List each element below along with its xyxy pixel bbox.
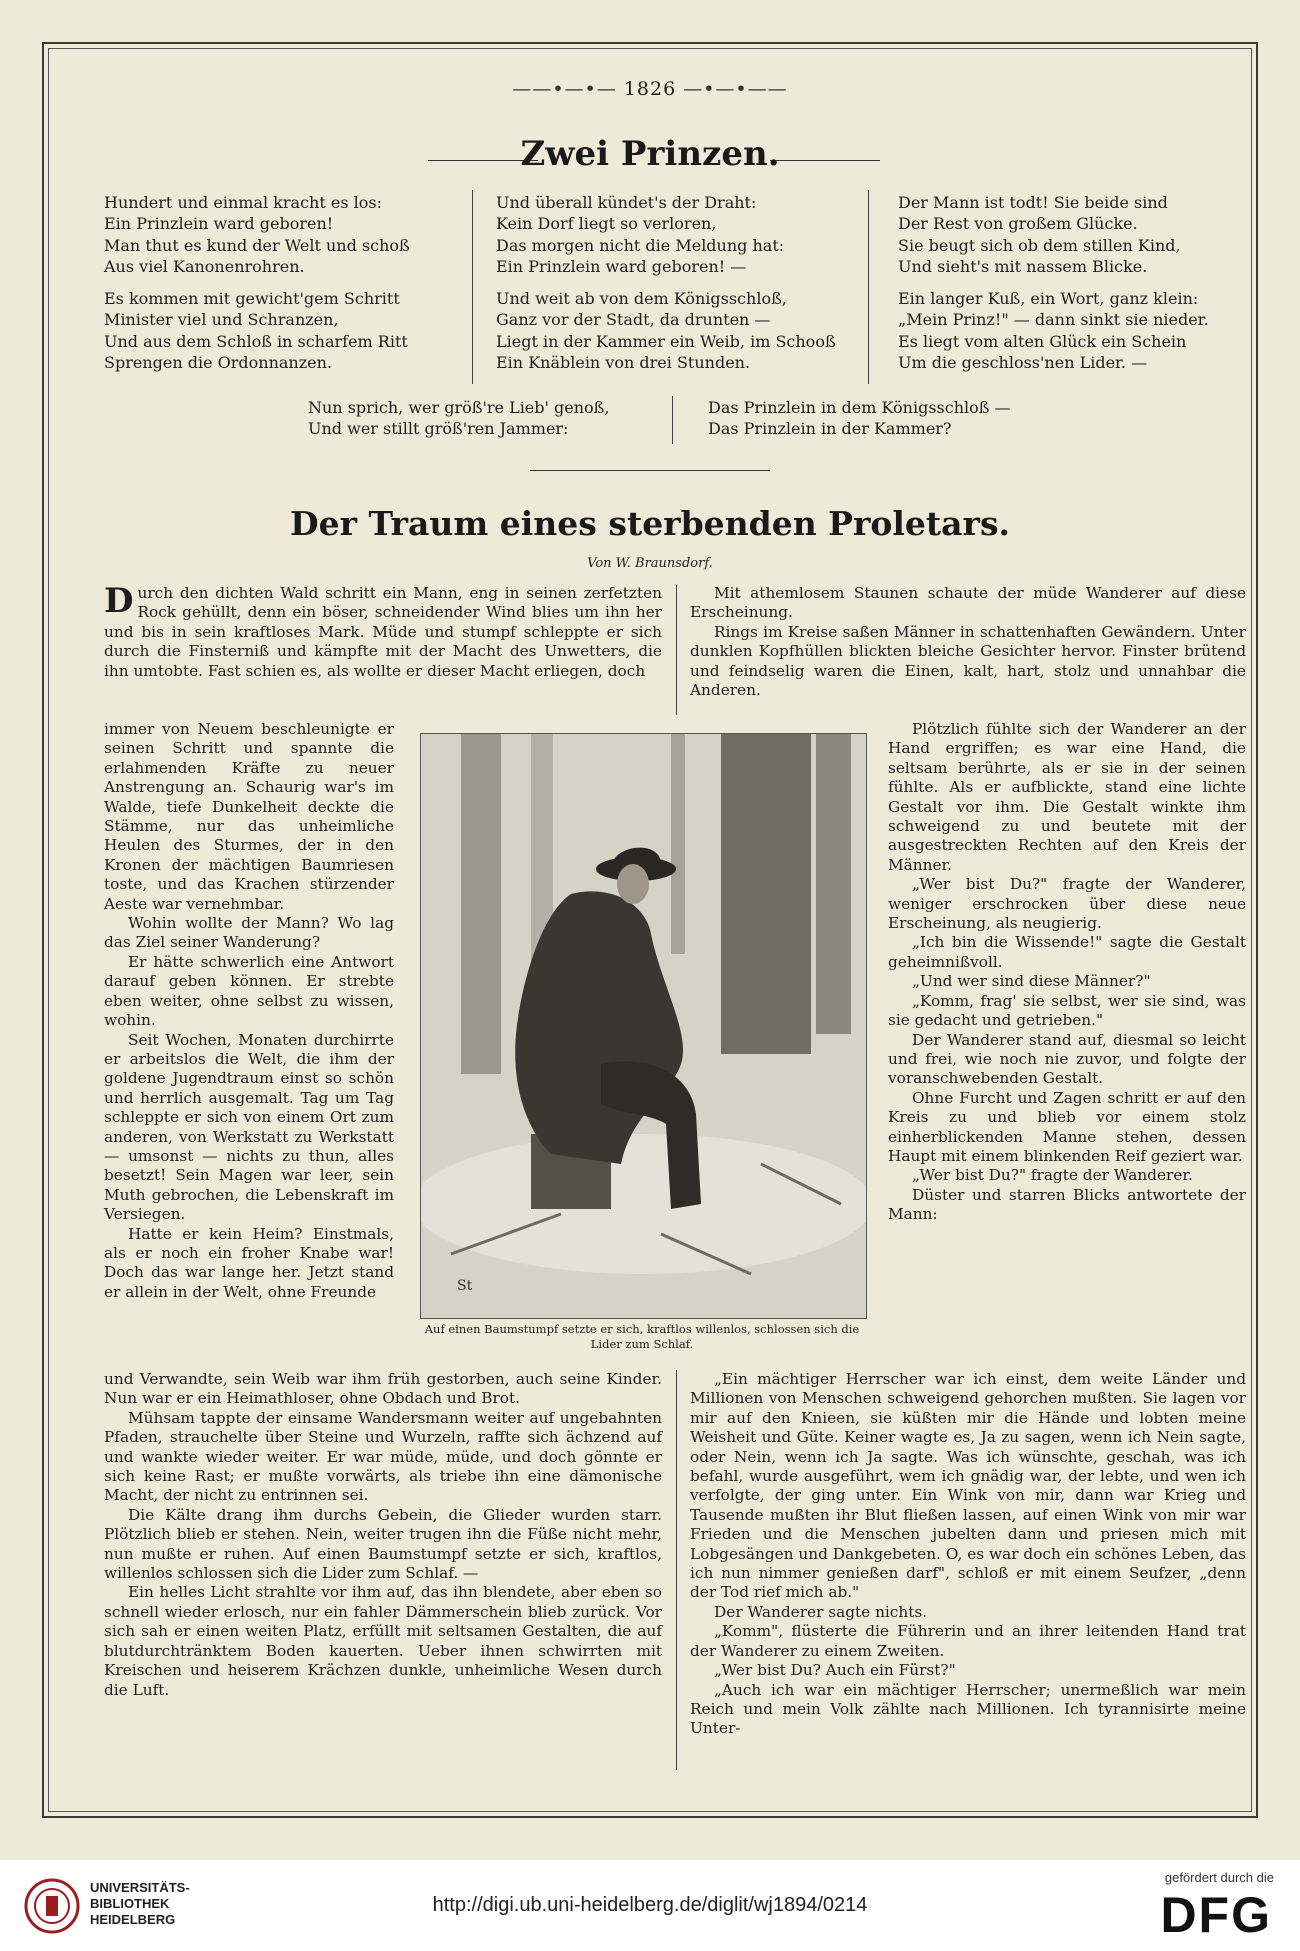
story-paragraph: Hatte er kein Heim? Einstmals, als er noch ein froher Knabe war! Doch das war lange her. Jetzt stand er allein in der Welt, ohne Freunde bbox=[104, 1224, 394, 1301]
story-paragraph: Der Wanderer sagte nichts. bbox=[714, 1602, 928, 1621]
poem-final-left bbox=[308, 397, 648, 451]
story-left-narrow bbox=[104, 720, 394, 1302]
dfg-logo: DFG bbox=[1160, 1887, 1272, 1943]
story-paragraph: Ohne Furcht und Zagen schritt er auf den Kreis zu und blieb vor einem stolz einherblickenden Manne stehen, dessen Haupt mit einem blinkenden Reif geziert war. bbox=[888, 1088, 1246, 1165]
story-paragraph: Er hätte schwerlich eine Antwort darauf geben können. Er strebte eben weiter, ohne selbst zu wissen, wohin. bbox=[104, 952, 394, 1030]
story-title: Der Traum eines sterbenden Proletars. bbox=[289, 504, 1011, 543]
story-right-bottom bbox=[690, 1370, 1246, 1739]
story-paragraph: Die Kälte drang ihm durchs Gebein, die Glieder wurden starr. Plötzlich blieb er stehen. Nein, weiter trugen ihn die Füße nicht mehr, nun mußte er ruhen. Auf einen Baumstumpf setzte er sich, kraftlos, willenlos schlossen sich die Lider zum Schlaf. — bbox=[104, 1505, 662, 1583]
story-paragraph: „Komm, frag' sie selbst, wer sie sind, was sie gedacht und getrieben." bbox=[888, 991, 1246, 1030]
story-paragraph: „Wer bist Du?" fragte der Wanderer. bbox=[912, 1166, 1193, 1185]
poem-stanza: Der Mann ist todt! Sie beide sind Der Rest von großem Glücke. Sie beugt sich ob dem stillen Kind, Und sieht's mit nassem Blicke. bbox=[898, 193, 1181, 276]
story-right-top bbox=[690, 584, 1246, 700]
story-right-narrow bbox=[888, 720, 1246, 1225]
illustration-man-on-stump bbox=[420, 733, 867, 1319]
story-paragraph: „Wer bist Du? Auch ein Fürst?" bbox=[714, 1661, 956, 1680]
story-paragraph: Mit athemlosem Staunen schaute der müde Wanderer auf diese Erscheinung. bbox=[690, 584, 1246, 622]
story-paragraph bbox=[104, 581, 662, 681]
poem-stanza: Hundert und einmal kracht es los: Ein Prinzlein ward geboren! Man thut es kund der Welt und schoß Aus viel Kanonenrohren. bbox=[104, 193, 410, 276]
column-divider bbox=[672, 396, 673, 444]
poem-final-stanza-right: Das Prinzlein in dem Königsschloß — Das Prinzlein in der Kammer? bbox=[708, 398, 1011, 439]
story-paragraph: Der Wanderer stand auf, diesmal so leicht und frei, wie noch nie zuvor, und folgte der voranschwebenden Gestalt. bbox=[888, 1030, 1246, 1088]
poem-column-1 bbox=[104, 192, 456, 384]
poem-final-stanza-left: Nun sprich, wer größ're Lieb' genoß, Und wer stillt größ'ren Jammer: bbox=[308, 398, 610, 439]
svg-text:St: St bbox=[457, 1278, 473, 1294]
story-left-top bbox=[104, 581, 662, 681]
story-paragraph: Rings im Kreise saßen Männer in schattenhaften Gewändern. Unter dunklen Kopfhüllen blickten bleiche Gesichter hervor. Finster brütend und feindselig waren die Einen, kalt, hart, stolz und unnahbar die Anderen. bbox=[690, 622, 1246, 700]
story-paragraph: Düster und starren Blicks antwortete der Mann: bbox=[888, 1185, 1246, 1224]
story-paragraph: „Komm", flüsterte die Führerin und an ihrer leitenden Hand trat der Wanderer zu einem Zweiten. bbox=[690, 1622, 1246, 1660]
poem-title: Zwei Prinzen. bbox=[520, 134, 780, 174]
story-paragraph: Seit Wochen, Monaten durchirrte er arbeitslos die Welt, die ihm der goldene Jugendtraum einst so schön und herrlich ausgemalt. Tag um Tag schleppte er sich von einem Ort zum anderen, von Werkstatt zu Werkstatt — umsonst — nichts zu thun, alles besetzt! Sein Magen war leer, sein Muth gebrochen, die Lebenskraft im Versiegen. bbox=[104, 1030, 394, 1224]
story-paragraph: „Ich bin die Wissende!" sagte die Gestalt geheimnißvoll. bbox=[888, 933, 1246, 971]
drop-cap: D bbox=[104, 581, 134, 621]
story-paragraph: Plötzlich fühlte sich der Wanderer an der Hand ergriffen; es war eine Hand, die seltsam berührte, als er sie in der seinen fühlte. Als er aufblickte, stand eine lichte Gestalt vor ihm. Die Gestalt winkte ihm schweigend zu und beutete mit der ausgestreckten Rechten auf den Kreis der Männer. bbox=[888, 720, 1246, 874]
story-byline: Von W. Braunsdorf. bbox=[587, 556, 713, 571]
story-paragraph: Mühsam tappte der einsame Wandersmann weiter auf ungebahnten Pfaden, strauchelte über Steine und Wurzeln, raffte sich ächzend auf und wankte wieder weiter. Er war müde, müde, und doch gönnte er sich keine Rast; er mußte vorwärts, als triebe ihn eine dämonische Macht, der nicht zu entrinnen sei. bbox=[104, 1408, 662, 1505]
poem-stanza: Es kommen mit gewicht'gem Schritt Minister viel und Schranzen, Und aus dem Schloß in scharfem Ritt Sprengen die Ordonnanzen. bbox=[104, 289, 408, 373]
illustration-caption: Auf einen Baumstumpf setzte er sich, kraftlos willenlos, schlossen sich die Lider zum Schlaf. bbox=[424, 1322, 860, 1351]
story-paragraph: immer von Neuem beschleunigte er seinen Schritt und spannte die erlahmenden Kräfte zu neuer Anstrengung an. Schaurig war's im Walde, tiefe Dunkelheit deckte die Stämme, nur das unheimliche Heulen des Sturmes, der in den Kronen der mächtigen Baumriesen toste, und das Krachen stürzender Aeste war vernehmbar. bbox=[104, 720, 394, 913]
story-paragraph: Wohin wollte der Mann? Wo lag das Ziel seiner Wanderung? bbox=[104, 914, 394, 952]
story-paragraph: „Ein mächtiger Herrscher war ich einst, dem weite Länder und Millionen von Menschen schweigend gehorchen mußten. Sie lagen vor mir auf den Knieen, sie küßten mir die Hände und lobten meine Weisheit und Güte. Keiner wagte es, Ja zu sagen, wenn ich Nein sagte, oder Nein, wenn ich Ja sagte. Was ich wünschte, geschah, was ich befahl, wurde ausgeführt, wem ich gnädig war, der lebte, und wen ich verfolgte, der ging unter. Ein Wink von mir, dann war Krieg und Tausende mußten ihr Blut fließen lassen, auf einen Wink von mir war Frieden und die Menschen jubelten dann und priesen mich mit Lobgesängen und Dankgebeten. O, es war doch ein schönes Leben, das ich nun nimmer genießen darf", schloß er mit einem Seufzer, „denn der Tod rief mich ab." bbox=[690, 1370, 1246, 1602]
page-number: ——•—•— 1826 —•—•—— bbox=[512, 78, 788, 100]
column-divider bbox=[472, 190, 473, 384]
institution-line: UNIVERSITÄTS- bbox=[90, 1880, 190, 1895]
poem-column-2 bbox=[496, 192, 864, 384]
story-paragraph: „Auch ich war ein mächtiger Herrscher; unermeßlich war mein Reich und mein Volk zählte nach Millionen. Ich tyrannisirte meine Unter- bbox=[690, 1680, 1246, 1738]
story-paragraph-text: urch den dichten Wald schritt ein Mann, eng in seinen zerfetzten Rock gehüllt, denn ein böser, schneidender Wind blies um ihn her und bis in sein kraftloses Mark. Müde und stumpf schleppte er sich durch die Finsterniß und kämpfte mit der Macht des Unwetters, die ihn umtobte. Fast schien es, als wollte er dieser Macht erliegen, doch bbox=[104, 584, 662, 680]
column-divider bbox=[676, 585, 677, 715]
institution-line: HEIDELBERG bbox=[90, 1912, 176, 1927]
story-paragraph: Ein helles Licht strahlte vor ihm auf, das ihn blendete, aber eben so schnell wieder erlosch, nur ein fahler Dämmerschein blieb zurück. Vor sich sah er einen weiten Platz, erfüllt mit seltsamen Gestalten, die auf blutdurchtränktem Boden kauerten. Ueber ihnen schwirrten mit Kreischen und heiserem Krächzen dunkle, unheimliche Wesen durch die Luft. bbox=[104, 1583, 662, 1699]
poem-column-3 bbox=[898, 192, 1250, 384]
sponsor-label: gefördert durch die bbox=[1164, 1870, 1274, 1885]
story-paragraph: „Wer bist Du?" fragte der Wanderer, weniger erschrocken über diese neue Erscheinung, als neugierig. bbox=[888, 875, 1246, 933]
poem-final-right bbox=[708, 397, 1048, 451]
poem-stanza: Ein langer Kuß, ein Wort, ganz klein: „Mein Prinz!" — dann sinkt sie nieder. Es liegt vom alten Glück ein Schein Um die geschloss'nen Lider. — bbox=[898, 289, 1209, 373]
story-paragraph: „Und wer sind diese Männer?" bbox=[912, 972, 1151, 991]
institution-line: BIBLIOTHEK bbox=[90, 1896, 170, 1911]
story-left-bottom bbox=[104, 1370, 662, 1700]
poem-stanza: Und weit ab von dem Königsschloß, Ganz vor der Stadt, da drunten — Liegt in der Kammer ein Weib, im Schooß Ein Knäblein von drei Stunden. bbox=[496, 289, 836, 373]
illustration-drawing bbox=[421, 734, 866, 1318]
section-divider bbox=[530, 470, 770, 471]
column-divider bbox=[676, 1370, 677, 1770]
source-url-link[interactable]: http://digi.ub.uni-heidelberg.de/diglit/wj1894/0214 bbox=[432, 1894, 868, 1916]
column-divider bbox=[868, 190, 869, 384]
poem-stanza: Und überall kündet's der Draht: Kein Dorf liegt so verloren, Das morgen nicht die Meldung hat: Ein Prinzlein ward geboren! — bbox=[496, 193, 785, 276]
story-paragraph: und Verwandte, sein Weib war ihm früh gestorben, auch seine Kinder. Nun war er ein Heimathloser, ohne Obdach und Brot. bbox=[104, 1370, 662, 1408]
